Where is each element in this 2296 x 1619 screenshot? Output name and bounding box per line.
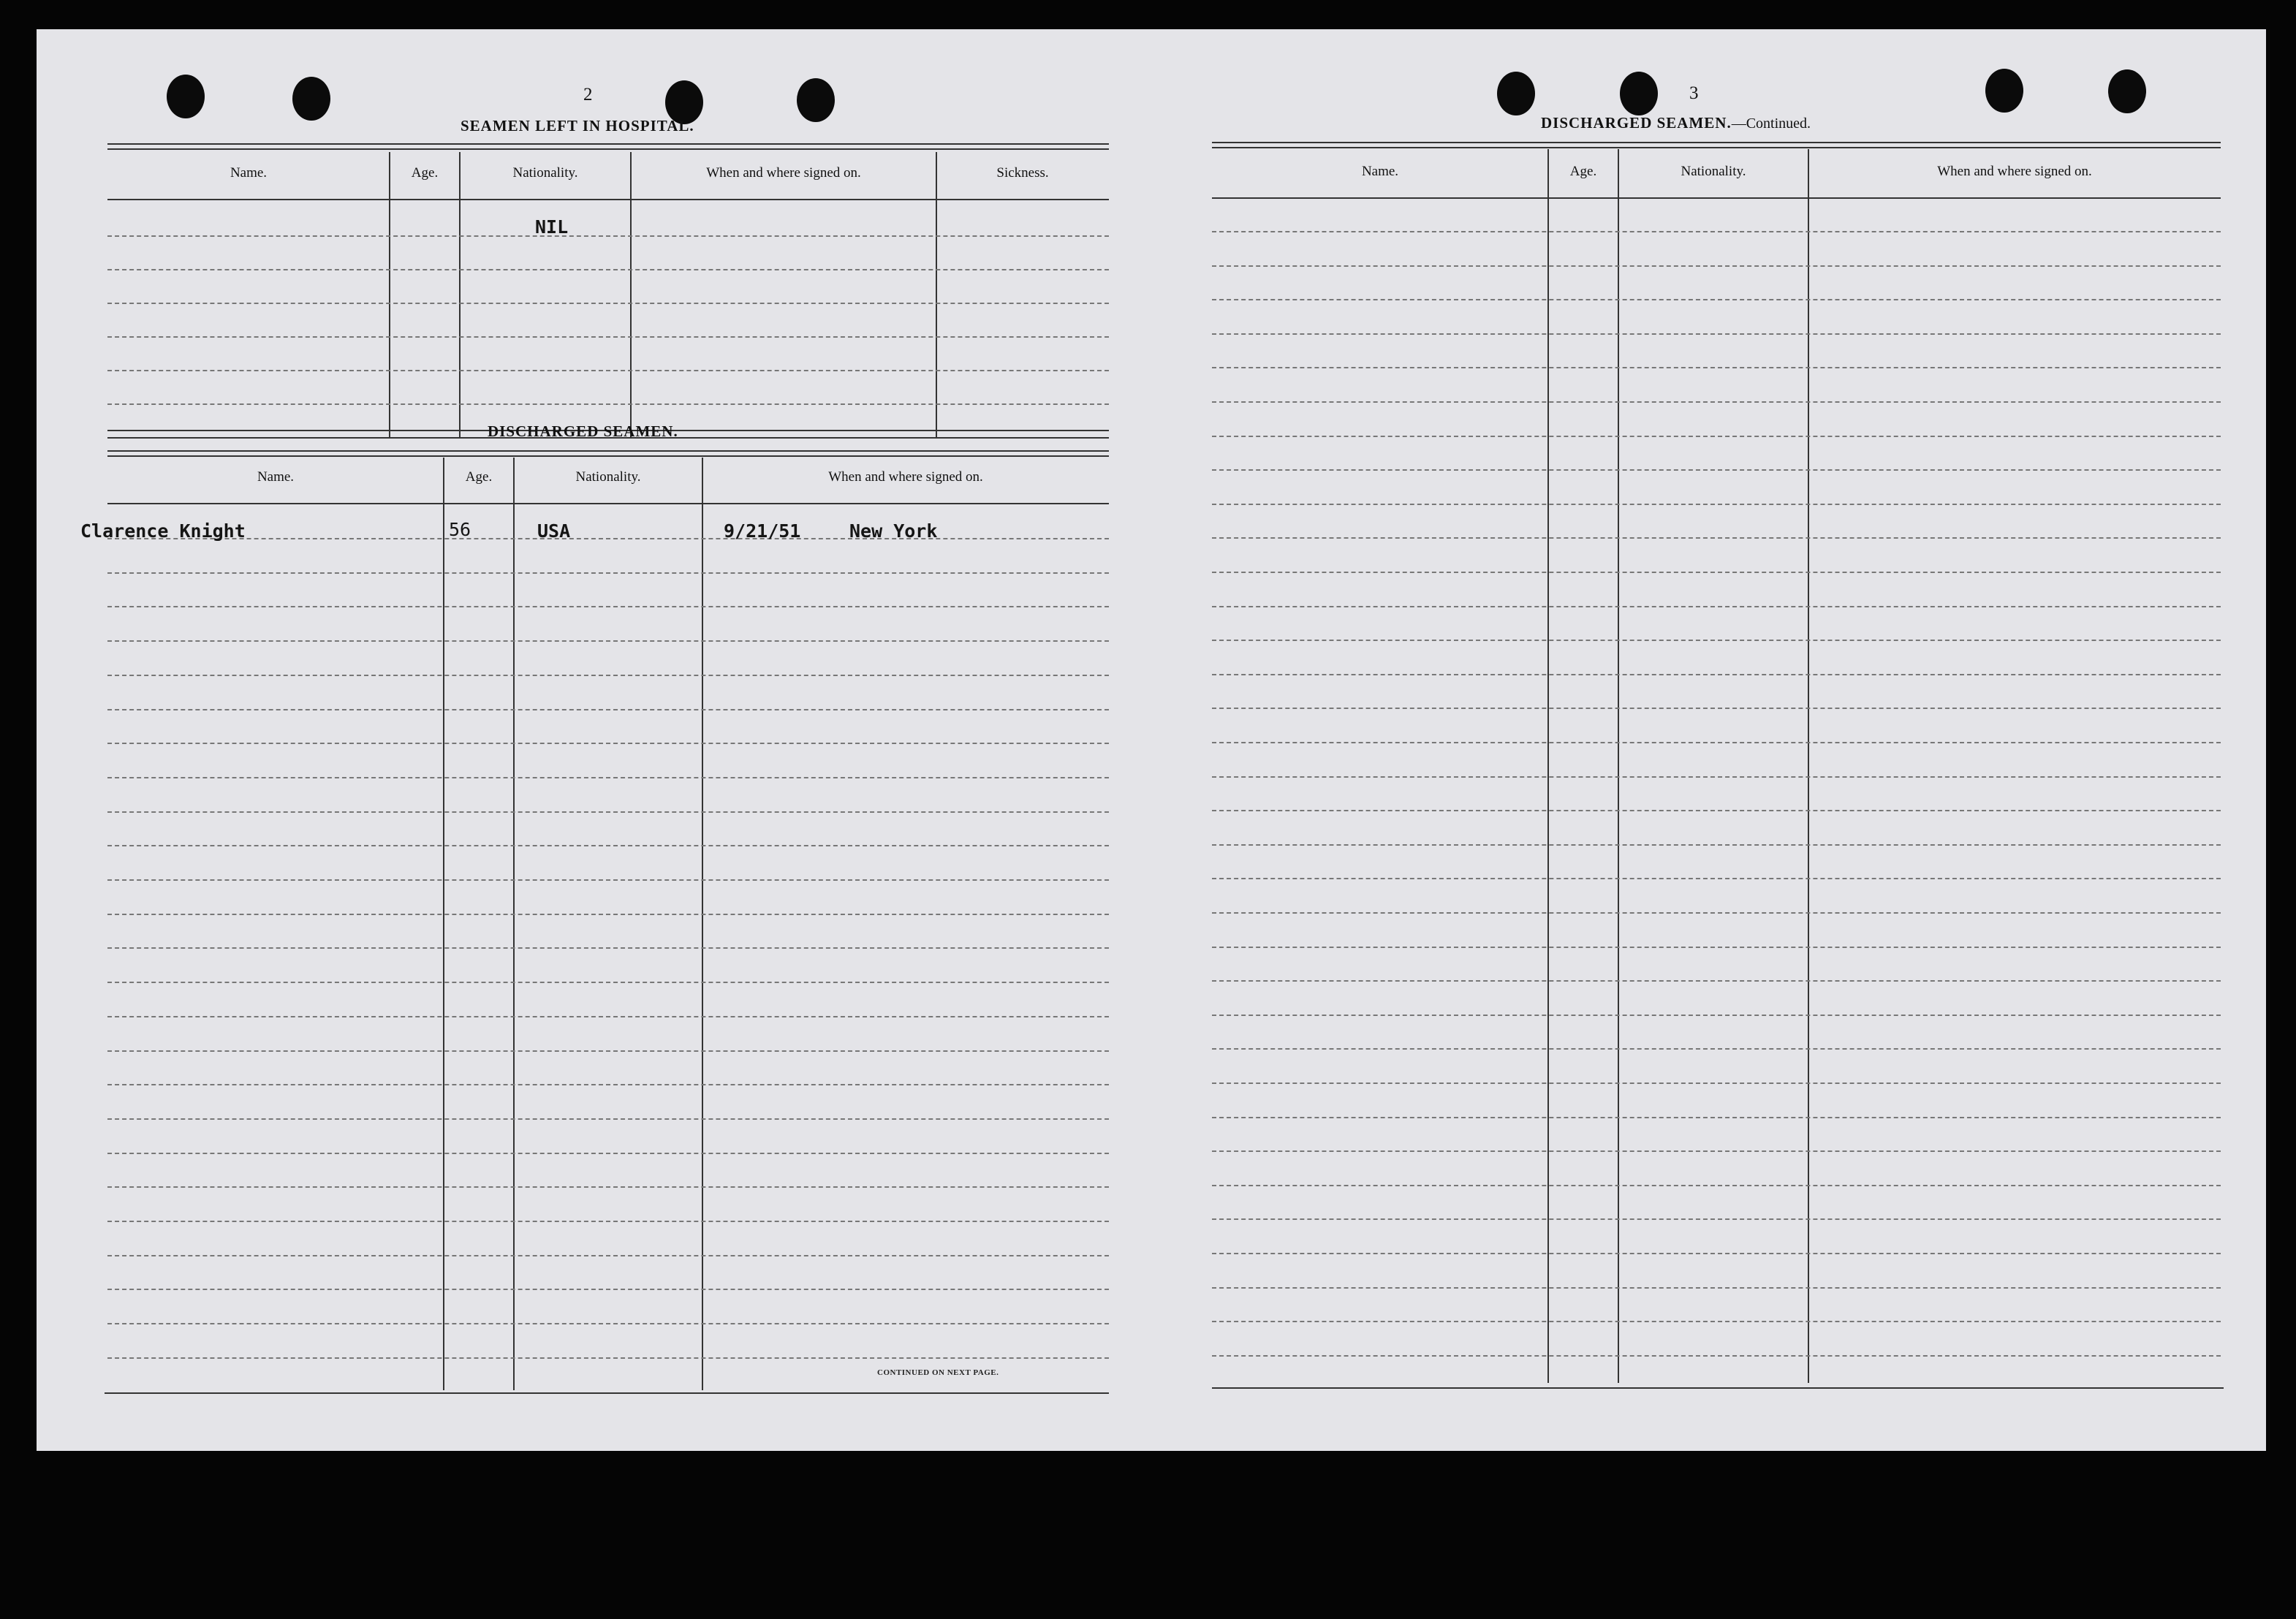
column-divider <box>389 152 390 439</box>
page-number-right: 3 <box>1689 83 1699 103</box>
row-line <box>1212 231 2221 232</box>
row-line <box>107 675 1109 676</box>
row-line <box>107 606 1109 607</box>
right-section-title <box>1541 114 1811 132</box>
hospital-header-nationality: Nationality. <box>512 165 578 181</box>
row-line <box>107 1118 1109 1120</box>
row-line <box>1212 401 2221 403</box>
rule <box>107 503 1109 504</box>
column-divider <box>513 458 515 1390</box>
right-header-nationality: Nationality. <box>1681 164 1746 179</box>
punch-hole <box>292 77 330 121</box>
seaman-age: 56 <box>449 519 471 540</box>
row-line <box>1212 1015 2221 1016</box>
hospital-header-age: Age. <box>411 165 439 181</box>
seaman-name: Clarence Knight <box>80 520 246 542</box>
continued-note: CONTINUED ON NEXT PAGE. <box>877 1368 999 1377</box>
rule <box>107 450 1109 452</box>
row-line <box>1212 1355 2221 1357</box>
row-line <box>1212 776 2221 778</box>
hospital-header-sickness: Sickness. <box>996 165 1049 181</box>
hospital-entry: NIL <box>535 216 569 238</box>
row-line <box>107 777 1109 778</box>
row-line <box>107 303 1109 304</box>
seaman-signed-place: New York <box>849 520 938 542</box>
row-line <box>107 640 1109 642</box>
row-line <box>1212 299 2221 300</box>
punch-hole <box>1985 69 2023 113</box>
right-header-name: Name. <box>1361 164 1399 179</box>
rule <box>107 455 1109 457</box>
column-divider <box>459 152 461 439</box>
hospital-header-name: Name. <box>230 165 268 181</box>
row-line <box>107 947 1109 949</box>
rule <box>1212 1387 2224 1389</box>
punch-hole <box>1620 72 1658 115</box>
row-line <box>1212 844 2221 846</box>
row-line <box>107 235 1109 237</box>
row-line <box>107 403 1109 405</box>
row-line <box>1212 537 2221 539</box>
page-number-left: 2 <box>583 85 593 105</box>
punch-hole <box>797 78 835 122</box>
discharged-header-nationality: Nationality. <box>575 469 641 485</box>
row-line <box>107 1289 1109 1290</box>
row-line <box>1212 469 2221 471</box>
row-line <box>1212 674 2221 675</box>
row-line <box>1212 367 2221 368</box>
row-line <box>1212 504 2221 505</box>
right-section-title-suffix: —Continued. <box>1731 115 1811 132</box>
row-line <box>1212 1083 2221 1084</box>
row-line <box>107 709 1109 710</box>
row-line <box>1212 947 2221 948</box>
row-line <box>107 1323 1109 1324</box>
seaman-nationality: USA <box>537 520 571 542</box>
discharged-header-age: Age. <box>465 469 493 485</box>
row-line <box>1212 265 2221 267</box>
right-header-age: Age. <box>1569 164 1597 179</box>
row-line <box>1212 1321 2221 1322</box>
row-line <box>107 1255 1109 1256</box>
row-line <box>1212 1253 2221 1254</box>
row-line <box>107 538 1109 539</box>
row-line <box>1212 912 2221 914</box>
rule <box>1212 142 2221 143</box>
row-line <box>107 336 1109 338</box>
row-line <box>107 914 1109 915</box>
ledger-page <box>37 29 2266 1451</box>
row-line <box>1212 1048 2221 1050</box>
row-line <box>107 572 1109 574</box>
row-line <box>107 1221 1109 1222</box>
right-section-title-text: DISCHARGED SEAMEN. <box>1541 114 1732 132</box>
row-line <box>107 370 1109 371</box>
discharged-header-name: Name. <box>257 469 295 485</box>
seaman-signed-date: 9/21/51 <box>724 520 801 542</box>
row-line <box>1212 1185 2221 1186</box>
row-line <box>107 879 1109 881</box>
hospital-header-signed-on: When and where signed on. <box>706 165 861 181</box>
row-line <box>107 743 1109 744</box>
row-line <box>107 269 1109 270</box>
column-divider <box>936 152 937 439</box>
hospital-section-title: SEAMEN LEFT IN HOSPITAL. <box>461 117 694 134</box>
row-line <box>1212 708 2221 709</box>
discharged-header-signed-on: When and where signed on. <box>828 469 983 485</box>
row-line <box>1212 980 2221 982</box>
rule <box>1212 197 2221 199</box>
row-line <box>107 1016 1109 1017</box>
row-line <box>107 1186 1109 1188</box>
row-line <box>1212 572 2221 573</box>
row-line <box>107 1084 1109 1085</box>
row-line <box>1212 1117 2221 1118</box>
row-line <box>1212 606 2221 607</box>
row-line <box>1212 1150 2221 1152</box>
row-line <box>1212 1287 2221 1289</box>
row-line <box>1212 640 2221 641</box>
row-line <box>1212 436 2221 437</box>
row-line <box>107 845 1109 846</box>
column-divider <box>702 458 703 1390</box>
rule <box>1212 147 2221 148</box>
row-line <box>107 1153 1109 1154</box>
row-line <box>1212 333 2221 335</box>
rule <box>105 1392 1109 1394</box>
row-line <box>107 811 1109 813</box>
row-line <box>1212 742 2221 743</box>
rule <box>107 199 1109 200</box>
rule <box>107 143 1109 145</box>
row-line <box>107 1357 1109 1359</box>
rule <box>107 148 1109 150</box>
column-divider <box>630 152 632 439</box>
column-divider <box>443 458 444 1390</box>
row-line <box>1212 878 2221 879</box>
row-line <box>1212 1218 2221 1220</box>
punch-hole <box>167 75 205 118</box>
punch-hole <box>2108 69 2146 113</box>
punch-hole <box>1497 72 1535 115</box>
row-line <box>107 982 1109 983</box>
discharged-section-title: DISCHARGED SEAMEN. <box>488 422 678 440</box>
row-line <box>107 1050 1109 1052</box>
row-line <box>1212 810 2221 811</box>
right-header-signed-on: When and where signed on. <box>1937 164 2092 179</box>
